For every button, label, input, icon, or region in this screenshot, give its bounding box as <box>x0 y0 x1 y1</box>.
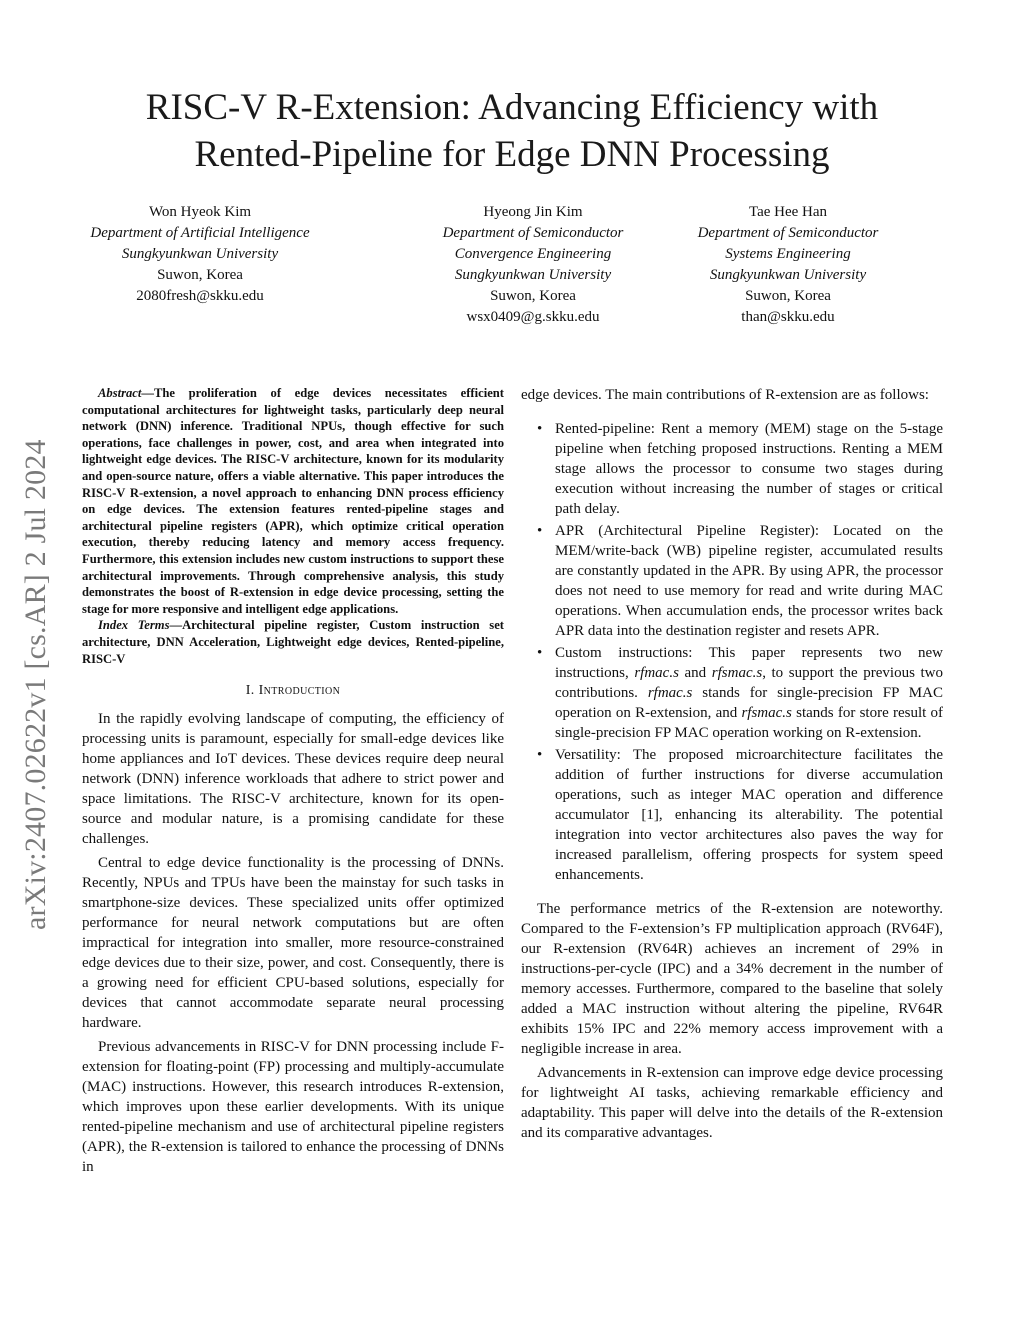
author-1 <box>60 202 340 307</box>
index-terms-text: —Architectural pipeline register, Custom instruction set architecture, DNN Acceleration, Lightweight edge devices, Rented-pipeline, RISC-V <box>82 618 504 666</box>
list-item-text: Rented-pipeline: Rent a memory (MEM) stage on the 5-stage pipeline when fetching proposed instructions. Renting a MEM stage allows the processor to consume two stages during execution without increasing the number of stages or critical path delay. <box>555 421 943 517</box>
list-item-text: stands for store result of single-precision FP MAC operation working on R-extension. <box>555 705 944 741</box>
instruction-name: rfmac.s <box>634 665 679 681</box>
author-3 <box>648 202 928 328</box>
section-number: I. <box>245 683 259 699</box>
author-name: Tae Hee Han <box>748 204 828 220</box>
author-university: Sungkyunkwan University <box>121 246 279 262</box>
author-email: 2080fresh@skku.edu <box>136 288 264 304</box>
list-item-text: APR (Architectural Pipeline Register): Located on the MEM/write-back (WB) pipeline register, accumulated results are constantly updated in the APR. By using APR, the processor does not need to use memory for read and write during MAC operations. When accumulation ends, the processor writes back APR data into the destination register and resets APR. <box>555 523 943 639</box>
list-item <box>537 419 943 519</box>
section-heading <box>82 681 504 701</box>
author-university: Sungkyunkwan University <box>709 267 867 283</box>
instruction-name: rfsmac.s <box>741 705 792 721</box>
bullet-icon: • <box>537 421 543 437</box>
author-name: Hyeong Jin Kim <box>483 204 583 220</box>
paper-title <box>60 84 964 178</box>
list-item-text: Custom instructions: This paper represents two new instructions, <box>555 645 943 681</box>
author-dept: Department of Semiconductor <box>442 225 624 241</box>
title-line-2: Rented-Pipeline for Edge DNN Processing <box>194 134 830 175</box>
abstract <box>82 385 504 667</box>
list-item-text: Versatility: The proposed microarchitecture facilitates the addition of further instructions for diverse accumulation operations, such as integer MAC operation and difference accumulator [1], enhancing its alterability. The potential integration into vector architectures also paves the way for increased parallelism, offering prospects for system speed enhancements. <box>555 747 943 883</box>
author-dept-cont: Systems Engineering <box>725 246 851 262</box>
author-city: Suwon, Korea <box>490 288 576 304</box>
list-item <box>537 521 943 641</box>
arxiv-stamp: arXiv:2407.02622v1 [cs.AR] 2 Jul 2024 <box>19 439 52 930</box>
abstract-paragraph <box>82 385 504 617</box>
list-item <box>537 643 944 743</box>
bullet-icon: • <box>537 645 543 661</box>
instruction-name: rfmac.s <box>647 685 693 701</box>
right-column <box>521 385 943 1147</box>
contributions-list <box>521 419 943 885</box>
abstract-text: —The proliferation of edge devices necessitates efficient computational architectures for lightweight tasks, particularly deep neural network (DNN) inference. Traditional NPUs, though effective for such operations, face challenges in power, cost, and area when integrated into lightweight edge devices. The RISC-V architecture, known for its modularity and open-source nature, offers a viable alternative. This paper introduces the RISC-V R-extension, a novel approach to enhancing DNN process efficiency on edge devices. The extension features rented-pipeline stages and architectural pipeline registers (APR), which optimize critical operation execution, thereby reducing latency and memory access frequency. Furthermore, this extension includes new custom instructions to support these architectural improvements. Through comprehensive analysis, this study demonstrates the boost of R-extension in edge device processing, setting the stage for more responsive and intelligent edge applications. <box>82 386 504 616</box>
author-city: Suwon, Korea <box>745 288 831 304</box>
list-item-text: , to support the previous two contributions. <box>555 665 943 701</box>
performance-paragraph: The performance metrics of the R-extension are noteworthy. Compared to the F-extension’s FP multiplication approach (RV64F), our R-extension (RV64R) achieves an increment of 29% in instructions-per-cycle (IPC) and a 34% decrement in the number of memory accesses. Furthermore, compared to the baseline that solely added a MAC instruction without altering the pipeline, RV64R exhibits 15% IPC and 22% memory access improvement with a negligible increase in area. <box>521 901 943 1057</box>
bullet-icon: • <box>537 747 543 763</box>
author-city: Suwon, Korea <box>157 267 243 283</box>
abstract-label: Abstract <box>98 386 142 400</box>
list-item-text: and <box>678 665 712 681</box>
closing-paragraph: Advancements in R-extension can improve edge device processing for lightweight AI tasks, achieving remarkable efficiency and adaptability. This paper will delve into the details of the R-extension and its comparative advantages. <box>521 1065 943 1141</box>
author-university: Sungkyunkwan University <box>454 267 612 283</box>
author-dept: Department of Artificial Intelligence <box>90 225 310 241</box>
intro-paragraph-1: In the rapidly evolving landscape of computing, the efficiency of processing units is paramount, especially for small-edge devices like home appliances and IoT devices. These devices require deep neural network (DNN) inference workloads that adhere to strict power and space limitations. The RISC-V architecture, known for its open-source and modular nature, is a promising candidate for these challenges. <box>82 711 504 848</box>
author-dept-cont: Convergence Engineering <box>454 246 612 262</box>
author-email: wsx0409@g.skku.edu <box>466 309 600 325</box>
intro-continuation: edge devices. The main contributions of R-extension are as follows: <box>521 387 929 403</box>
index-terms <box>82 617 504 667</box>
author-name: Won Hyeok Kim <box>148 204 252 220</box>
index-terms-label: Index Terms <box>98 618 170 633</box>
intro-paragraph-2: Central to edge device functionality is the processing of DNNs. Recently, NPUs and TPUs have been the mainstay for such tasks in smartphone-size devices. These specialized units offer optimized performance for neural network computations but are often impractical for integration into smaller, more resource-constrained edge devices due to their size, power, and cost. Consequently, there is a growing need for efficient CPU-based solutions, especially for devices that cannot accommodate separate neural processing hardware. <box>82 855 504 1032</box>
title-line-1: RISC-V R-Extension: Advancing Efficiency with <box>145 87 879 128</box>
author-email: than@skku.edu <box>741 309 835 325</box>
bullet-icon: • <box>537 523 543 539</box>
author-2 <box>393 202 673 328</box>
author-dept: Department of Semiconductor <box>697 225 879 241</box>
instruction-name: rfsmac.s <box>711 665 763 681</box>
list-item-text: stands for single-precision FP MAC operation on R-extension, and <box>555 685 943 721</box>
list-item <box>537 745 943 885</box>
section-title: Introduction <box>258 683 341 699</box>
left-column <box>82 385 504 1181</box>
intro-paragraph-3: Previous advancements in RISC-V for DNN processing include F-extension for floating-point (FP) processing and multiply-accumulate (MAC) instructions. However, this research introduces R-extension, which improves upon these earlier developments. With its unique rented-pipeline mechanism and use of architectural pipeline registers (APR), the R-extension is tailored to enhance the processing of DNNs in <box>82 1039 504 1176</box>
